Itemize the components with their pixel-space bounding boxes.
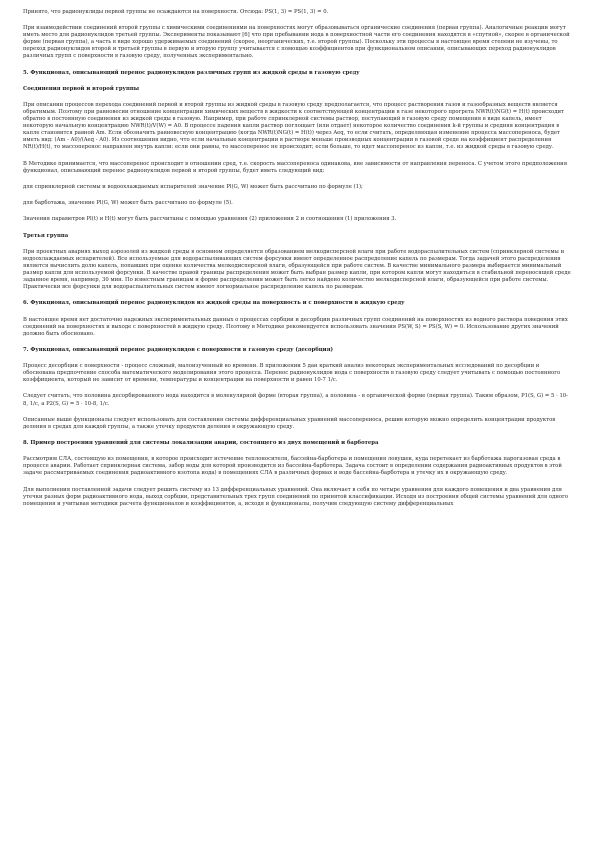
paragraph: В Методике принимается, что массоперенос происходит в отношении сред, т.е. скорость массопереноса одинакова, вне зависимости от направления переноса. С учетом этого предположения функционал, описывающий перенос радионуклидов первой и второй группы, будет иметь следующий вид:	[23, 160, 568, 174]
section-heading: 8. Пример построения уравнений для системы локализации аварии, состоящего из двух помещений и барботера	[23, 440, 379, 447]
paragraph: В настоящее время нет достаточно надежных экспериментальных данных о процессах сорбции и десорбции различных групп соединений на поверхностях из водного раствора поведения этих соединений на поверхностях и выходе с поверхностей в жидкую среду. Поэтому в Методике рекомендуется использовать значения PS(W, S) = PS(S, W) = 0. Использование других значений должно быть обосновано.	[23, 316, 568, 337]
section-heading: Соединения первой и второй группы	[23, 85, 140, 92]
section-heading: 7. Функционал, описывающий перенос радионуклидов с поверхности в газовую среду (десорбция)	[23, 346, 333, 353]
section-heading: 5. Функционал, описывающий перенос радионуклидов различных групп из жидкой среды в газовую среду	[23, 69, 360, 76]
paragraph: Процесс десорбции с поверхности - процесс сложный, малоизученный во времени. В приложении 5 дан краткий анализ некоторых экспериментальных исследований по десорбции и обоснована предпочтение способа математического моделирования этого процесса. Перенос радионуклидов иода с поверхности в газовую среду следует учитывать с помощью постоянного коэффициента, который не зависит от времени, температуры и концентрации на поверхности и равен 10-7 1/с.	[23, 363, 561, 384]
paragraph: для барботажа, значение Pl(G, W) может быть рассчитано по формуле (5).	[23, 200, 233, 207]
paragraph: Значения параметров Pl(t) и H(t) могут быть рассчитаны с помощью уравнения (2) приложения 2 и соотношения (1) приложения 3.	[23, 216, 397, 223]
paragraph: Для выполнения поставленной задачи следует решить систему из 13 дифференциальных уравнений. Она включает в себя по четыре уравнения для каждого помещения и два уравнения для утечки разных форм радиоактивного иода, выход сорбции, представительных трех групп соединений по принятой классификации. Исходя из построения общей системы уравнений для одного помещения и учитывая методики расчета функционалов и коэффициентов, а, исходя и функционалы, получим следующую систему дифференциальных	[23, 486, 569, 507]
section-heading: 6. Функционал, описывающий перенос радионуклидов из жидкой среды на поверхность и с поверхности в жидкую среду	[23, 300, 405, 307]
paragraph: Принято, что радионуклиды первой группы не осаждаются на поверхности. Отсюда: PS(1, 3) = PS(1, 3) = 0.	[23, 9, 329, 15]
document-page	[23, 9, 571, 517]
paragraph: Рассмотрим СЛА, состоящую из помещения, в которое происходит истечение теплоносителя, бассейна-барботера и помещения ловушек, куда перетекает из барботажа парогазовая среда в процессе аварии. Работает спринклерная система, забор воды для которой производится из бассейна-барботера. Задача состоит в определении содержания радиоактивных продуктов в этой задаче рассматриваемых соединения радиоактивного изотопа иода) в помещениях СЛА в различных формах и воде бассейна-барботера и утечку их в окружающую среду.	[23, 456, 562, 477]
paragraph: При проектных авариях выход аэрозолей из жидкой среды в основном определяется образованием мелкодисперсной влаги при работе водораспылительных систем (спринклерной системы и водоохлаждаемых испарителей). Все используемые для водораспыливающих систем форсунки имеют определенное распределение капель по размерам. Тогда задачей этого распределения является вычислить долю капель, попавших при оценке количества мелкодисперсной влаги, образующейся при работе систем. В качестве минимального размера выбирается минимальный размер капли для используемой форсунки. В качестве правой границы распределения может быть выбран размер капли, при котором капли могут находиться в стабильной переносящей среде заданное время, например, 30 мин. По известным границам и форме распределения может быть легко найдено количество мелкодисперсной влаги, образующейся при работе системы. Практически все форсунки для водораспылительных систем имеют логнормальное распределение капель по размерам.	[23, 248, 571, 291]
paragraph: При взаимодействии соединений второй группы с химическими соединениями на поверхностях могут образовываться органические соединения (первая группа). Аналогичные реакции могут иметь место для радионуклидов третьей группы. Эксперименты показывают [6] что при пребывании иода в поверхностной части его соединения находятся в «спутной», скорее в органической форме (первая группа), а часть в виде хорошо удерживаемых соединений (скорее, неорганических, т.е. второй группы). Поскольку эти процессы в настоящее время степени не изучены, то переход радионуклидов второй и третьей группы в первую и вторую группу учитывается с помощью коэффициентов при функциональном описании, описывающих переход радионуклидов различных групп с поверхности в газовую среду, полученных экспериментально.	[23, 25, 570, 60]
paragraph: Описанные выше функционалы следует использовать для составления системы дифференциальных уравнений массопереноса, решив которую можно определить концентрации продуктов деления в средах для каждой группы, а также утечку продуктов деления в окружающую среду.	[23, 416, 556, 430]
paragraph: Следует считать, что половина десорбированного иода находится в молекулярной форме (вторая группа), а половина - в органической форме (первая группа). Таким образом, P1(S, G) = 5 · 10-8, 1/с, а P2(S, G) = 5 · 10-8, 1/с.	[23, 393, 568, 407]
paragraph: При описании процессов перехода соединений первой и второй группы из жидкой среды в газовую среду предполагается, что процесс растворения газов и газообразных веществ является обратимым. Поэтому при равновесии отношение концентрации химических веществ в жидкости к соответствующей концентрации в газе некоторого прогрета NWR(t)NG(t) = H(t) происходит обратно в постоянную соединения из жидкой среды в газовую. Например, при работе спринклерной системы раствор, поступающий в газовую среду помещения в виде капель, имеет некоторую начальную концентрацию NWR(t)/V(W) = A0. В процессе падения капли раствор поглощает (или отдает) некоторое количество соединения k-й группы и средняя концентрация в капле становится равной Am. Если обозначить равновесную концентрацию (когда NWR(t)NG(t) = H(t)) через Aeq, то если считать, определяющая изменение процесса массопереноса, будет иметь вид: (Am - A0)/(Aeq - A0). Из соотношения видно, что если начальные концентрации в растворе меньше производных концентрации в газовой среде на коэффициент распределения NR(t)/H(t), то массоперенос направлен внутрь капли: если они равны, то массоперенос не происходит; если больше, то идет массоперенос из капли, т.е. из жидкой среды в газовую среду.	[23, 102, 564, 151]
paragraph: для спринклерной системы и водоохлаждаемых испарителей значение Pl(G, W) может быть рассчитано по формуле (1);	[23, 183, 363, 190]
section-heading: Третья группа	[23, 232, 69, 239]
